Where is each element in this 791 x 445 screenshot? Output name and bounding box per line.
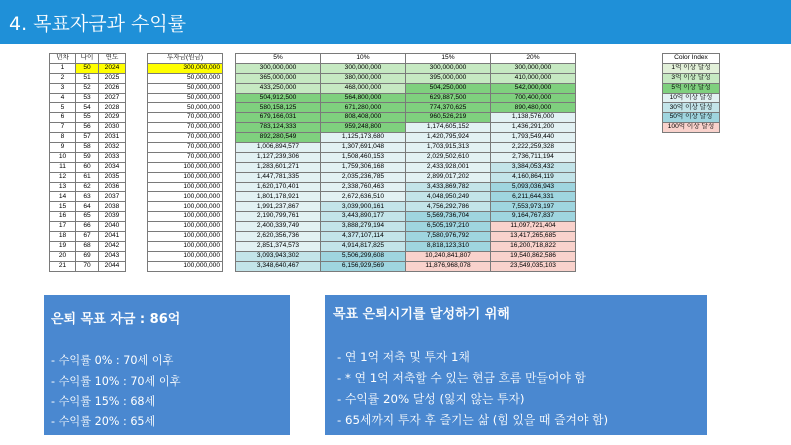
cell-rate-15: 11,876,968,078 bbox=[406, 261, 491, 271]
cell-rate-15: 4,756,292,786 bbox=[406, 202, 491, 212]
cell-investment: 50,000,000 bbox=[148, 73, 223, 83]
cell-investment: 100,000,000 bbox=[148, 202, 223, 212]
cell-investment: 100,000,000 bbox=[148, 182, 223, 192]
cell-rate-5: 2,620,356,736 bbox=[236, 232, 321, 242]
cell-rate-20: 5,093,036,943 bbox=[491, 182, 576, 192]
strategy-line: - 65세까지 투자 후 즐기는 삶 (힘 있을 때 즐겨야 함) bbox=[337, 413, 609, 427]
cell-year-number: 21 bbox=[50, 261, 76, 271]
header-year: 연도 bbox=[99, 54, 126, 64]
cell-rate-20: 13,417,265,685 bbox=[491, 232, 576, 242]
strategy-title: 목표 은퇴시기를 달성하기 위해 bbox=[333, 307, 510, 322]
cell-investment: 100,000,000 bbox=[148, 251, 223, 261]
goal-line: - 수익률 10% : 70세 이후 bbox=[51, 375, 181, 388]
cell-investment: 70,000,000 bbox=[148, 152, 223, 162]
cell-rate-5: 504,912,500 bbox=[236, 93, 321, 103]
table-row bbox=[50, 172, 576, 182]
cell-rate-5: 1,127,239,306 bbox=[236, 152, 321, 162]
cell-year: 2037 bbox=[99, 192, 126, 202]
cell-rate-15: 2,029,502,610 bbox=[406, 152, 491, 162]
cell-age: 68 bbox=[76, 241, 99, 251]
cell-year: 2039 bbox=[99, 212, 126, 222]
cell-rate-20: 3,384,053,432 bbox=[491, 162, 576, 172]
cell-year-number: 2 bbox=[50, 73, 76, 83]
cell-rate-5: 433,250,000 bbox=[236, 83, 321, 93]
cell-year-number: 1 bbox=[50, 63, 76, 73]
legend-item: 3억 이상 달성 bbox=[663, 73, 720, 83]
cell-year-number: 14 bbox=[50, 192, 76, 202]
cell-rate-5: 1,801,178,921 bbox=[236, 192, 321, 202]
table-row bbox=[50, 103, 576, 113]
cell-age: 59 bbox=[76, 152, 99, 162]
cell-year: 2026 bbox=[99, 83, 126, 93]
cell-age: 53 bbox=[76, 93, 99, 103]
cell-year: 2025 bbox=[99, 73, 126, 83]
cell-rate-15: 629,887,500 bbox=[406, 93, 491, 103]
strategy-line: - * 연 1억 저축할 수 있는 현금 흐름 만들어야 함 bbox=[337, 371, 586, 385]
cell-age: 70 bbox=[76, 261, 99, 271]
cell-age: 69 bbox=[76, 251, 99, 261]
cell-rate-10: 808,408,000 bbox=[321, 113, 406, 123]
cell-rate-5: 2,851,374,573 bbox=[236, 241, 321, 251]
cell-rate-15: 774,370,625 bbox=[406, 103, 491, 113]
cell-year: 2024 bbox=[99, 63, 126, 73]
legend-title: Color Index bbox=[663, 54, 720, 64]
cell-investment: 100,000,000 bbox=[148, 241, 223, 251]
strategy-box bbox=[325, 295, 707, 435]
cell-rate-5: 1,447,781,335 bbox=[236, 172, 321, 182]
cell-rate-20: 1,793,549,440 bbox=[491, 133, 576, 143]
page-title: 4. 목표자금과 수익률 bbox=[9, 13, 187, 35]
table-row bbox=[50, 192, 576, 202]
cell-investment: 100,000,000 bbox=[148, 212, 223, 222]
cell-year-number: 11 bbox=[50, 162, 76, 172]
header-investment: 투자금(원금) bbox=[148, 54, 223, 64]
cell-rate-20: 2,736,711,194 bbox=[491, 152, 576, 162]
cell-rate-20: 23,549,035,103 bbox=[491, 261, 576, 271]
cell-rate-5: 1,991,237,867 bbox=[236, 202, 321, 212]
cell-year: 2034 bbox=[99, 162, 126, 172]
cell-rate-20: 2,222,259,328 bbox=[491, 143, 576, 153]
cell-rate-10: 3,039,900,161 bbox=[321, 202, 406, 212]
cell-investment: 70,000,000 bbox=[148, 123, 223, 133]
color-index-legend bbox=[662, 53, 720, 133]
cell-rate-5: 580,158,125 bbox=[236, 103, 321, 113]
cell-year-number: 6 bbox=[50, 113, 76, 123]
table-row bbox=[50, 232, 576, 242]
cell-rate-10: 2,338,760,463 bbox=[321, 182, 406, 192]
cell-rate-5: 3,348,640,467 bbox=[236, 261, 321, 271]
cell-age: 51 bbox=[76, 73, 99, 83]
cell-year-number: 18 bbox=[50, 232, 76, 242]
goal-line: - 수익률 15% : 68세 bbox=[51, 395, 156, 408]
cell-rate-15: 7,580,976,792 bbox=[406, 232, 491, 242]
retirement-goal-title: 은퇴 목표 자금 : 86억 bbox=[51, 312, 181, 327]
cell-year: 2030 bbox=[99, 123, 126, 133]
cell-rate-10: 4,377,107,114 bbox=[321, 232, 406, 242]
cell-age: 63 bbox=[76, 192, 99, 202]
table-row bbox=[50, 202, 576, 212]
cell-rate-5: 1,006,894,577 bbox=[236, 143, 321, 153]
cell-age: 57 bbox=[76, 133, 99, 143]
cell-rate-15: 3,433,869,782 bbox=[406, 182, 491, 192]
cell-year: 2035 bbox=[99, 172, 126, 182]
cell-investment: 50,000,000 bbox=[148, 93, 223, 103]
cell-rate-5: 365,000,000 bbox=[236, 73, 321, 83]
header-age: 나이 bbox=[76, 54, 99, 64]
header-year-number: 년차 bbox=[50, 54, 76, 64]
goal-line: - 수익률 20% : 65세 bbox=[51, 415, 156, 428]
cell-rate-20: 542,000,000 bbox=[491, 83, 576, 93]
cell-rate-15: 5,569,736,704 bbox=[406, 212, 491, 222]
cell-year-number: 19 bbox=[50, 241, 76, 251]
cell-age: 54 bbox=[76, 103, 99, 113]
cell-investment: 100,000,000 bbox=[148, 192, 223, 202]
cell-year-number: 9 bbox=[50, 143, 76, 153]
cell-age: 67 bbox=[76, 232, 99, 242]
cell-rate-10: 1,307,691,048 bbox=[321, 143, 406, 153]
table-body bbox=[50, 63, 576, 271]
cell-rate-5: 300,000,000 bbox=[236, 63, 321, 73]
header-rate-15: 15% bbox=[406, 54, 491, 64]
cell-year: 2031 bbox=[99, 133, 126, 143]
cell-rate-15: 10,240,841,807 bbox=[406, 251, 491, 261]
cell-age: 56 bbox=[76, 123, 99, 133]
cell-rate-5: 892,280,549 bbox=[236, 133, 321, 143]
cell-investment: 70,000,000 bbox=[148, 113, 223, 123]
cell-age: 66 bbox=[76, 222, 99, 232]
cell-investment: 100,000,000 bbox=[148, 261, 223, 271]
cell-rate-20: 19,540,862,586 bbox=[491, 251, 576, 261]
cell-year: 2042 bbox=[99, 241, 126, 251]
table-row bbox=[50, 251, 576, 261]
legend-item: 50억 이상 달성 bbox=[663, 113, 720, 123]
cell-age: 55 bbox=[76, 113, 99, 123]
cell-rate-10: 3,888,279,194 bbox=[321, 222, 406, 232]
cell-year: 2032 bbox=[99, 143, 126, 153]
cell-year-number: 7 bbox=[50, 123, 76, 133]
cell-rate-15: 1,420,795,924 bbox=[406, 133, 491, 143]
cell-rate-10: 1,508,460,153 bbox=[321, 152, 406, 162]
table-row bbox=[50, 83, 576, 93]
strategy-line: - 연 1억 저축 및 투자 1채 bbox=[337, 350, 470, 364]
cell-rate-5: 679,166,031 bbox=[236, 113, 321, 123]
table-header-row bbox=[50, 54, 576, 64]
legend-item: 5억 이상 달성 bbox=[663, 83, 720, 93]
header-rate-5: 5% bbox=[236, 54, 321, 64]
cell-year-number: 20 bbox=[50, 251, 76, 261]
cell-year-number: 15 bbox=[50, 202, 76, 212]
table-row bbox=[50, 261, 576, 271]
table-row bbox=[50, 162, 576, 172]
cell-year: 2036 bbox=[99, 182, 126, 192]
table-row bbox=[50, 152, 576, 162]
cell-year: 2029 bbox=[99, 113, 126, 123]
cell-rate-5: 1,620,170,401 bbox=[236, 182, 321, 192]
cell-rate-20: 4,160,864,119 bbox=[491, 172, 576, 182]
legend-item: 30억 이상 달성 bbox=[663, 103, 720, 113]
cell-rate-15: 8,818,123,310 bbox=[406, 241, 491, 251]
cell-investment: 50,000,000 bbox=[148, 83, 223, 93]
cell-year: 2044 bbox=[99, 261, 126, 271]
cell-year-number: 3 bbox=[50, 83, 76, 93]
cell-rate-15: 6,505,197,210 bbox=[406, 222, 491, 232]
cell-rate-20: 11,097,721,404 bbox=[491, 222, 576, 232]
cell-rate-20: 1,138,576,000 bbox=[491, 113, 576, 123]
cell-rate-10: 6,156,929,569 bbox=[321, 261, 406, 271]
cell-year-number: 13 bbox=[50, 182, 76, 192]
table-row bbox=[50, 143, 576, 153]
table-row bbox=[50, 133, 576, 143]
cell-rate-5: 1,283,601,271 bbox=[236, 162, 321, 172]
legend-item: 1억 이상 달성 bbox=[663, 63, 720, 73]
cell-year-number: 12 bbox=[50, 172, 76, 182]
cell-rate-15: 395,000,000 bbox=[406, 73, 491, 83]
cell-age: 58 bbox=[76, 143, 99, 153]
cell-rate-5: 2,400,339,749 bbox=[236, 222, 321, 232]
cell-year-number: 17 bbox=[50, 222, 76, 232]
cell-rate-15: 300,000,000 bbox=[406, 63, 491, 73]
cell-age: 50 bbox=[76, 63, 99, 73]
cell-rate-20: 700,400,000 bbox=[491, 93, 576, 103]
cell-rate-15: 960,526,219 bbox=[406, 113, 491, 123]
cell-year: 2038 bbox=[99, 202, 126, 212]
cell-investment: 100,000,000 bbox=[148, 222, 223, 232]
table-row bbox=[50, 63, 576, 73]
cell-rate-20: 7,553,973,197 bbox=[491, 202, 576, 212]
cell-rate-15: 4,048,950,249 bbox=[406, 192, 491, 202]
cell-rate-20: 300,000,000 bbox=[491, 63, 576, 73]
cell-year: 2041 bbox=[99, 232, 126, 242]
cell-rate-15: 1,174,605,152 bbox=[406, 123, 491, 133]
legend-body bbox=[663, 54, 720, 133]
cell-age: 65 bbox=[76, 212, 99, 222]
cell-rate-15: 1,703,915,313 bbox=[406, 143, 491, 153]
goal-line: - 수익률 0% : 70세 이후 bbox=[51, 354, 174, 367]
cell-year: 2028 bbox=[99, 103, 126, 113]
cell-rate-10: 564,800,000 bbox=[321, 93, 406, 103]
header-rate-10: 10% bbox=[321, 54, 406, 64]
strategy-line: - 수익률 20% 달성 (잃지 않는 투자) bbox=[337, 392, 525, 406]
table-row bbox=[50, 212, 576, 222]
table-row bbox=[50, 241, 576, 251]
cell-rate-15: 2,433,928,001 bbox=[406, 162, 491, 172]
table-row bbox=[50, 123, 576, 133]
cell-year: 2027 bbox=[99, 93, 126, 103]
cell-rate-10: 5,506,299,608 bbox=[321, 251, 406, 261]
cell-year-number: 10 bbox=[50, 152, 76, 162]
cell-age: 52 bbox=[76, 83, 99, 93]
cell-year: 2043 bbox=[99, 251, 126, 261]
cell-rate-15: 504,250,000 bbox=[406, 83, 491, 93]
cell-year-number: 5 bbox=[50, 103, 76, 113]
investment-table bbox=[49, 53, 576, 272]
cell-year: 2040 bbox=[99, 222, 126, 232]
cell-rate-20: 9,164,767,837 bbox=[491, 212, 576, 222]
cell-rate-10: 671,280,000 bbox=[321, 103, 406, 113]
cell-rate-20: 890,480,000 bbox=[491, 103, 576, 113]
cell-rate-10: 1,759,306,168 bbox=[321, 162, 406, 172]
cell-year-number: 8 bbox=[50, 133, 76, 143]
cell-rate-10: 2,035,236,785 bbox=[321, 172, 406, 182]
cell-rate-15: 2,899,017,202 bbox=[406, 172, 491, 182]
cell-investment: 50,000,000 bbox=[148, 103, 223, 113]
title-bar bbox=[0, 0, 791, 44]
cell-rate-20: 410,000,000 bbox=[491, 73, 576, 83]
cell-rate-10: 4,914,817,825 bbox=[321, 241, 406, 251]
cell-age: 60 bbox=[76, 162, 99, 172]
cell-rate-10: 1,125,173,680 bbox=[321, 133, 406, 143]
cell-rate-20: 16,200,718,822 bbox=[491, 241, 576, 251]
header-rate-20: 20% bbox=[491, 54, 576, 64]
cell-investment: 70,000,000 bbox=[148, 133, 223, 143]
table-row bbox=[50, 222, 576, 232]
table-row bbox=[50, 93, 576, 103]
cell-rate-5: 3,093,943,302 bbox=[236, 251, 321, 261]
legend-item: 10억 이상 달성 bbox=[663, 93, 720, 103]
legend-item: 100억 이상 달성 bbox=[663, 123, 720, 133]
cell-rate-5: 2,190,799,761 bbox=[236, 212, 321, 222]
cell-rate-10: 468,000,000 bbox=[321, 83, 406, 93]
cell-investment: 100,000,000 bbox=[148, 232, 223, 242]
table-row bbox=[50, 182, 576, 192]
cell-investment: 300,000,000 bbox=[148, 63, 223, 73]
cell-year: 2033 bbox=[99, 152, 126, 162]
cell-investment: 70,000,000 bbox=[148, 143, 223, 153]
table-row bbox=[50, 113, 576, 123]
cell-age: 61 bbox=[76, 172, 99, 182]
cell-rate-10: 3,443,890,177 bbox=[321, 212, 406, 222]
cell-rate-5: 783,124,333 bbox=[236, 123, 321, 133]
cell-rate-10: 380,000,000 bbox=[321, 73, 406, 83]
cell-investment: 100,000,000 bbox=[148, 162, 223, 172]
cell-year-number: 16 bbox=[50, 212, 76, 222]
cell-rate-20: 6,211,644,331 bbox=[491, 192, 576, 202]
cell-rate-20: 1,436,291,200 bbox=[491, 123, 576, 133]
cell-rate-10: 300,000,000 bbox=[321, 63, 406, 73]
cell-age: 64 bbox=[76, 202, 99, 212]
cell-rate-10: 2,672,636,510 bbox=[321, 192, 406, 202]
cell-investment: 100,000,000 bbox=[148, 172, 223, 182]
cell-age: 62 bbox=[76, 182, 99, 192]
cell-year-number: 4 bbox=[50, 93, 76, 103]
cell-rate-10: 959,248,800 bbox=[321, 123, 406, 133]
table-row bbox=[50, 73, 576, 83]
retirement-goal-box bbox=[44, 295, 290, 435]
